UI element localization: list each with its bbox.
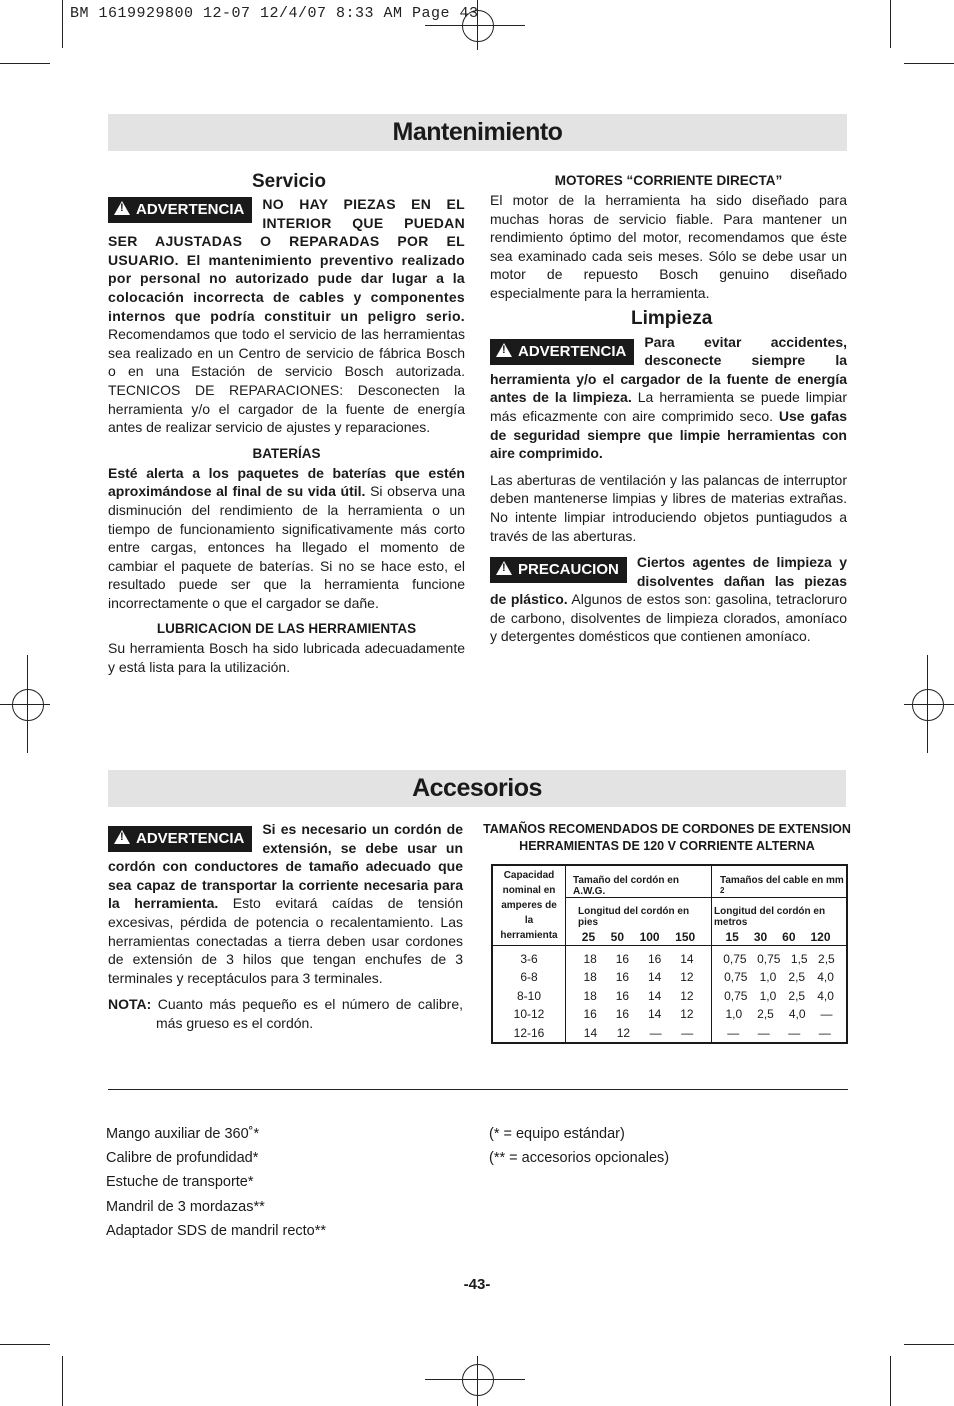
list-item: Estuche de transporte*	[106, 1174, 254, 1191]
servicio-warning-text: NO HAY PIEZAS EN EL INTERIOR QUE PUEDAN SER AJUSTADAS O REPARADAS POR EL USUARIO. El mantenimiento preventivo realizado por personal no autorizado pude dar lugar a la colocación incorrecta de cables y componentes internos que podría constituir un peligro serio.	[108, 196, 465, 324]
aberturas-paragraph: Las aberturas de ventilación y las palancas de interruptor deben mantenerse limpias y libres de materias extrañas. No intente limpiar introduciendo objetos puntiagudos a través de las aberturas.	[490, 471, 847, 544]
baterias-paragraph	[108, 464, 465, 613]
heading-motores: MOTORES “CORRIENTE DIRECTA”	[554, 173, 783, 188]
warning-triangle-icon	[114, 830, 130, 844]
table-row: 18 16 14 12	[583, 970, 694, 985]
heading-limpieza: Limpieza	[631, 307, 713, 329]
servicio-body-text: Recomendamos que todo el servicio de las herramientas sea realizado en un Centro de servicio de fábrica Bosch o en una Estación de servicio Bosch autorizada. TECNICOS DE REPARACIONES: Desconecten la herramienta y/o el cargador de la fuente de energía antes de realizar servicio de ajustes y reparaciones.	[108, 326, 465, 436]
table-row: 0,75 0,75 1,5 2,5	[723, 951, 835, 966]
table-caption	[480, 821, 854, 855]
accessories-legend	[489, 1122, 669, 1170]
table-row: 16 16 14 12	[583, 1007, 694, 1022]
baterias-warning-text: Esté alerta a los paquetes de baterías que estén aproximándose al final de su vida útil.	[108, 464, 465, 500]
extension-cord-body-text: Esto evitará caídas de tensión excesivas, pérdida de potencia o recalentamiento. Las herramientas conectadas a tierra deben usar cordones de extensión de 3 hilos que tengan enchufes de 3 terminales y receptáculos para 3 terminales.	[108, 895, 463, 986]
crop-mark	[0, 1344, 50, 1345]
warning-badge: !ADVERTENCIA	[490, 339, 634, 365]
page-number: -43-	[463, 1276, 491, 1293]
table-row: 18 16 16 14	[583, 951, 694, 966]
caution-badge: !PRECAUCION	[490, 557, 627, 583]
motores-paragraph: El motor de la herramienta ha sido diseñado para muchas horas de servicio fiable. Para mantener un rendimiento óptimo del motor, recomendamos que éste sea examinado cada seis meses. Sólo se debe usar un motor de repuesto Bosch genuino diseñado especialmente para la herramienta.	[490, 192, 847, 301]
crop-mark	[890, 1356, 891, 1406]
table-header-mm: Tamaños del cable en mm $^2$ Longitud del cordón en metros 15 30 60 120	[712, 865, 848, 945]
nota-text: Cuanto más pequeño es el número de calibre, más grueso es el cordón.	[151, 996, 463, 1031]
table-row-amps: 6-8	[520, 970, 538, 985]
section-title-accesorios: Accesorios	[108, 770, 846, 807]
awg-length-values: 25 50 100 150	[581, 930, 696, 944]
warning-badge: !ADVERTENCIA	[108, 826, 252, 852]
divider	[108, 1089, 848, 1090]
table-row-amps: 8-10	[516, 988, 542, 1003]
table-row: 18 16 14 12	[583, 988, 694, 1003]
crop-mark	[890, 0, 891, 48]
right-column-mantenimiento	[490, 171, 847, 646]
table-row-amps: 3-6	[520, 951, 538, 966]
table-caption-line-2: HERRAMIENTAS DE 120 V CORRIENTE ALTERNA	[519, 839, 815, 853]
precaucion-warning-text: Ciertos agentes de limpieza y disolventes dañan las piezas de plástico.	[490, 554, 847, 608]
table-row: 0,75 1,0 2,5 4,0	[724, 988, 834, 1003]
precaucion-paragraph	[490, 553, 847, 646]
left-column-mantenimiento	[108, 171, 465, 677]
extension-cord-table	[491, 864, 848, 1044]
list-item: Mandril de 3 mordazas**	[106, 1198, 265, 1215]
registration-line	[0, 704, 50, 705]
lubricacion-paragraph: Su herramienta Bosch ha sido lubricada adecuadamente y está lista para la utilización.	[108, 640, 465, 676]
registration-line	[904, 704, 954, 705]
crop-mark	[904, 1344, 954, 1345]
table-header-awg: Tamaño del cordón en A.W.G. Longitud del cordón en pies 25 50 100 150	[566, 865, 712, 945]
crop-mark	[0, 63, 50, 64]
table-row: 14 12 — —	[583, 1025, 694, 1040]
heading-servicio: Servicio	[252, 171, 326, 192]
limpieza-body-text: La herramienta se puede limpiar más eficazmente con aire comprimido seco.	[490, 389, 848, 424]
heading-baterias: BATERÍAS	[252, 445, 321, 461]
crop-mark	[904, 63, 954, 64]
table-row-amps: 12-16	[513, 1025, 545, 1040]
crop-mark	[62, 0, 63, 48]
nota-paragraph	[108, 995, 463, 1032]
heading-lubricacion: LUBRICACION DE LAS HERRAMIENTAS	[156, 621, 417, 637]
list-item: Mango auxiliar de 360˚*	[106, 1126, 260, 1142]
accessories-list	[106, 1122, 326, 1243]
warning-triangle-icon	[496, 561, 512, 575]
table-amps-column	[492, 945, 566, 1043]
accesorios-left-column	[108, 820, 463, 1033]
table-row-amps: 10-12	[513, 1007, 545, 1022]
baterias-body-text: Si observa una disminución del rendimiento de la herramienta o un tiempo de funcionamiento significativamente más corto entre cargas, entonces ha llegado el momento de cambiar el paquete de baterías. Si no se hace esto, el resultado puede ser que la herramienta funcione incorrectamente o que el cargador se dañe.	[108, 483, 465, 611]
table-caption-line-1: TAMAÑOS RECOMENDADOS DE CORDONES DE EXTENSION	[483, 822, 851, 836]
warning-badge: !ADVERTENCIA	[108, 197, 252, 223]
table-row: 1,0 2,5 4,0 —	[725, 1007, 833, 1022]
registration-mark-right	[912, 689, 944, 721]
servicio-paragraph	[108, 195, 465, 437]
crop-mark	[62, 1356, 63, 1406]
nota-label: NOTA:	[108, 996, 152, 1013]
limpieza-warning-text: Para evitar accidentes, desconecte siempre la herramienta y/o el cargador de la fuente de energía antes de la limpieza.	[490, 333, 847, 406]
extension-cord-paragraph	[108, 820, 463, 987]
print-slug: BM 1619929800 12-07 12/4/07 8:33 AM Page 43	[70, 5, 479, 22]
section-title-mantenimiento: Mantenimiento	[108, 114, 847, 151]
limpieza-paragraph	[490, 333, 847, 463]
warning-triangle-icon	[114, 201, 130, 215]
list-item: Adaptador SDS de mandril recto**	[106, 1222, 327, 1239]
table-header-amps: Capacidad nominal en amperes de la herramienta	[492, 865, 566, 945]
list-item: Calibre de profundidad*	[106, 1150, 259, 1167]
extension-cord-warning-text: Si es necesario un cordón de extensión, se debe usar un cordón con conductores de tamaño adecuado que sea capaz de transportar la corriente necesaria para la herramienta.	[108, 821, 463, 912]
mm-length-values: 15 30 60 120	[725, 930, 831, 944]
registration-line	[425, 1379, 525, 1380]
legend-item: (** = accesorios opcionales)	[489, 1150, 670, 1167]
table-row: 0,75 1,0 2,5 4,0	[724, 970, 834, 985]
registration-mark-bottom	[462, 1364, 494, 1396]
legend-item: (* = equipo estándar)	[489, 1126, 625, 1142]
registration-mark-left	[12, 689, 44, 721]
limpieza-goggles-text: Use gafas de seguridad siempre que limpie herramientas con aire comprimido.	[490, 407, 847, 462]
registration-line	[477, 1356, 478, 1406]
warning-triangle-icon	[496, 343, 512, 357]
precaucion-body-text: Algunos de estos son: gasolina, tetracloruro de carbono, disolventes de limpieza clorados, amoníaco y detergentes domésticos que contienen amoníaco.	[490, 591, 847, 645]
table-awg-values	[566, 945, 712, 1043]
registration-line	[425, 25, 525, 26]
table-row: — — — —	[727, 1025, 831, 1040]
table-mm-values	[712, 945, 848, 1043]
